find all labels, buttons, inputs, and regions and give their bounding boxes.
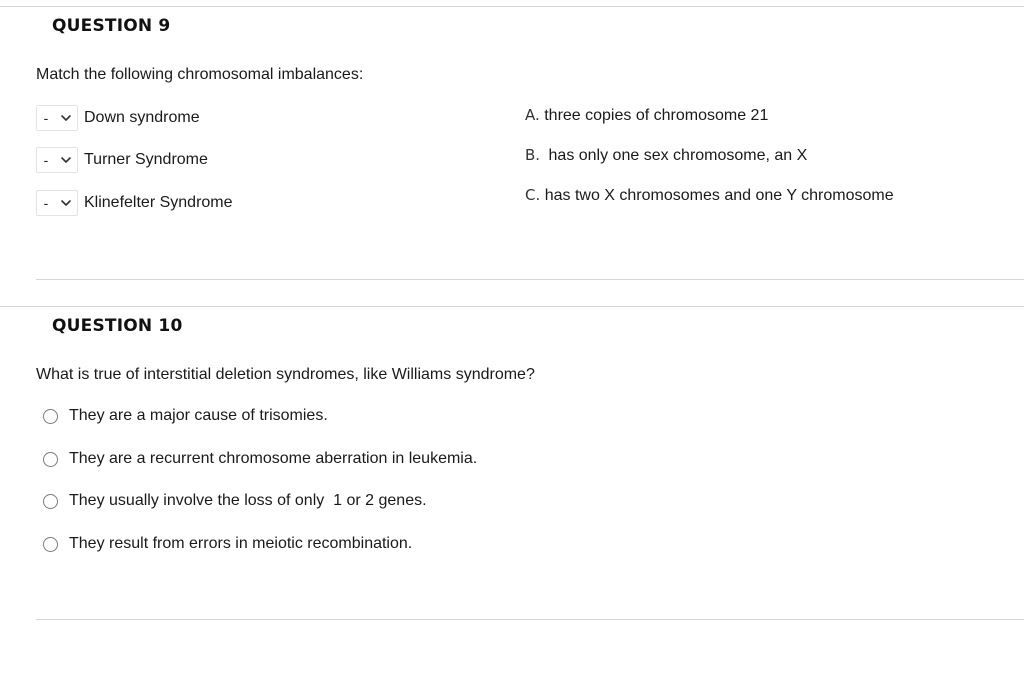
chevron-down-icon: [59, 111, 73, 125]
chevron-down-icon: [59, 196, 73, 210]
answer-letter: C.: [525, 186, 541, 204]
match-item-label: Down syndrome: [84, 109, 200, 126]
answer-choice-label: They are a recurrent chromosome aberration in leukemia.: [69, 450, 478, 467]
match-row-turner-syndrome: [36, 147, 208, 173]
question-10-bottom-divider: [36, 619, 1024, 620]
match-select-klinefelter-syndrome[interactable]: [36, 190, 78, 216]
answer-choice-1[interactable]: [43, 406, 328, 426]
radio-button[interactable]: [43, 452, 58, 467]
answer-choice-label: They usually involve the loss of only 1 or 2 genes.: [69, 492, 427, 509]
radio-button[interactable]: [43, 409, 58, 424]
radio-button[interactable]: [43, 537, 58, 552]
answer-choice-4[interactable]: [43, 534, 412, 554]
answer-text: has two X chromosomes and one Y chromosome: [544, 187, 894, 204]
answer-text: three copies of chromosome 21: [544, 107, 769, 124]
match-row-klinefelter-syndrome: [36, 190, 233, 216]
answer-option-b: [525, 146, 807, 165]
match-row-down-syndrome: [36, 105, 200, 131]
answer-choice-2[interactable]: [43, 449, 477, 469]
answer-option-c: [525, 186, 894, 205]
question-9-title: QUESTION 9: [52, 16, 171, 36]
match-item-label: Klinefelter Syndrome: [84, 194, 233, 211]
match-select-value: -: [43, 152, 49, 168]
match-select-down-syndrome[interactable]: [36, 105, 78, 131]
answer-option-a: [525, 106, 768, 125]
match-select-turner-syndrome[interactable]: [36, 147, 78, 173]
answer-letter: A.: [525, 106, 540, 124]
question-9-prompt: Match the following chromosomal imbalances:: [36, 66, 364, 83]
match-select-value: -: [43, 110, 49, 126]
question-10-top-divider: [0, 306, 1024, 307]
answer-choice-3[interactable]: [43, 491, 427, 511]
answer-text: has only one sex chromosome, an X: [548, 147, 808, 164]
match-select-value: -: [43, 195, 49, 211]
question-10-prompt: What is true of interstitial deletion syndromes, like Williams syndrome?: [36, 366, 535, 383]
answer-choice-label: They are a major cause of trisomies.: [69, 407, 328, 424]
question-10-title: QUESTION 10: [52, 316, 183, 336]
radio-button[interactable]: [43, 494, 58, 509]
question-9-top-divider: [0, 6, 1024, 7]
chevron-down-icon: [59, 153, 73, 167]
answer-choice-label: They result from errors in meiotic recombination.: [69, 535, 413, 552]
answer-letter: B.: [525, 146, 541, 164]
question-9-bottom-divider: [36, 279, 1024, 280]
match-item-label: Turner Syndrome: [84, 151, 208, 168]
